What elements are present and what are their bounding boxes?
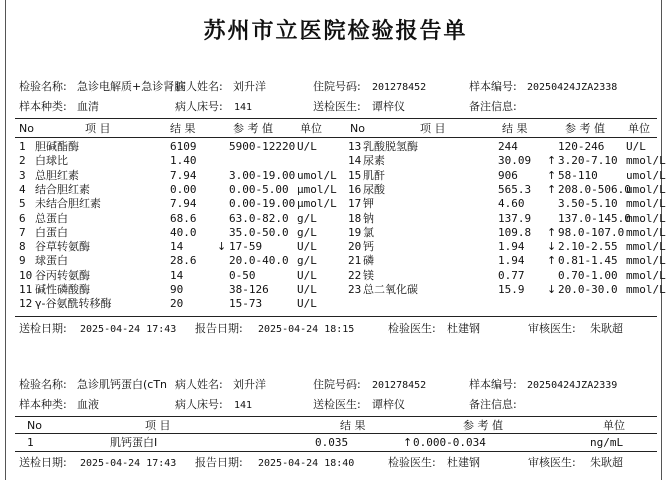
report-date-label: 报告日期:: [195, 456, 243, 469]
page-title: 苏州市立医院检验报告单: [203, 18, 468, 44]
row-item: γ-谷氨酰转移酶: [35, 297, 112, 311]
row-ref: 3.00-19.00: [229, 168, 296, 182]
row-no: 15: [348, 168, 362, 182]
row-flag-arrow-icon: ↑: [547, 225, 557, 239]
row-no: 18: [348, 211, 362, 225]
col-unit: 单位: [603, 419, 625, 432]
row-result: 1.94: [498, 240, 525, 254]
sample-type-label: 样本种类:: [19, 398, 67, 411]
lab-doctor-label: 检验医生:: [388, 322, 436, 335]
row-no: 21: [348, 254, 362, 268]
table-row: [15, 155, 665, 167]
row-no: 10: [19, 268, 33, 282]
row-item: 未结合胆红素: [35, 197, 101, 211]
row-flag-arrow-icon: ↑: [547, 154, 557, 168]
row-ref: 120-246: [558, 140, 605, 153]
row-flag-arrow-icon: ↓: [547, 240, 557, 254]
row-no: 5: [19, 197, 26, 211]
bed-no-value: 141: [234, 400, 253, 411]
row-ref: 98.0-107.0: [558, 225, 625, 239]
divider: [15, 433, 657, 434]
sending-doctor-value: 谭梓仪: [372, 398, 405, 411]
row-result: 244: [498, 140, 518, 153]
row-result: 30.09: [498, 154, 532, 168]
row-no: 4: [19, 182, 26, 196]
row-unit: mmol/L: [626, 254, 666, 268]
row-result: 40.0: [170, 225, 197, 239]
admission-no-label: 住院号码:: [313, 378, 361, 391]
divider: [15, 416, 657, 417]
table-row: [15, 227, 665, 239]
col-result-right: 结 果: [502, 122, 528, 135]
report-date-value: 2025-04-24 18:15: [258, 324, 355, 335]
table-row: [15, 255, 665, 267]
bed-no-label: 病人床号:: [175, 100, 223, 113]
sample-no-value: 20250424JZA2339: [527, 380, 618, 391]
row-no: 9: [19, 254, 26, 268]
col-ref: 参 考 值: [233, 122, 273, 135]
row-unit: mmol/L: [626, 197, 666, 211]
row-unit: umol/L: [297, 168, 337, 182]
row-item: 结合胆红素: [35, 182, 90, 196]
col-result: 结 果: [340, 419, 366, 432]
row-item: 氯: [363, 225, 374, 239]
row-result: 906: [498, 168, 518, 182]
table-row: [15, 170, 665, 182]
review-doctor-value: 朱耿超: [590, 322, 623, 335]
table-row: [15, 184, 665, 196]
patient-name-value: 刘升洋: [233, 378, 266, 391]
row-ref: 2.10-2.55: [558, 240, 618, 254]
send-date-label: 送检日期:: [19, 456, 67, 469]
row-item: 总蛋白: [35, 211, 68, 225]
lab-doctor-label: 检验医生:: [388, 456, 436, 469]
row-ref: 0-50: [229, 268, 256, 282]
row-result: 1.94: [498, 254, 525, 268]
row-ref: 15-73: [229, 297, 263, 311]
row-unit: g/L: [297, 254, 317, 268]
row-unit: U/L: [297, 268, 317, 282]
row-no: 22: [348, 268, 362, 282]
exam-name-value: 急诊电解质+急诊肾脏: [77, 80, 186, 93]
row-result: 90: [170, 283, 184, 296]
table-row: [15, 298, 665, 310]
row-ref: 3.20-7.10: [558, 154, 618, 168]
col-no: No: [27, 419, 42, 432]
row-no: 16: [348, 182, 362, 196]
row-result: 4.60: [498, 197, 525, 211]
sample-no-value: 20250424JZA2338: [527, 82, 618, 93]
row-unit: μmol/L: [297, 197, 337, 211]
row-ref: 137.0-145.0: [558, 211, 631, 225]
sending-doctor-value: 谭梓仪: [372, 100, 405, 113]
row-no: 11: [19, 283, 33, 296]
send-date-label: 送检日期:: [19, 322, 67, 335]
row-ref: 38-126: [229, 283, 269, 296]
review-doctor-label: 审核医生:: [528, 456, 576, 469]
row-result: 109.8: [498, 225, 532, 239]
row-item: 钙: [363, 240, 374, 254]
sample-type-label: 样本种类:: [19, 100, 67, 113]
row-ref: 0.00-5.00: [229, 182, 289, 196]
row-ref: 0.00-19.00: [229, 197, 296, 211]
row-no: 17: [348, 197, 362, 211]
row-flag-arrow-icon: ↑: [547, 254, 557, 268]
row-item: 钠: [363, 211, 374, 225]
row-item: 总二氧化碳: [363, 283, 418, 296]
row-no: 1: [27, 436, 34, 449]
review-doctor-value: 朱耿超: [590, 456, 623, 469]
row-unit: mmol/L: [626, 268, 666, 282]
row-result: 1.40: [170, 154, 197, 168]
col-result: 结 果: [170, 122, 196, 135]
row-unit: U/L: [297, 240, 317, 254]
table-row: [15, 198, 665, 210]
row-ref: 5900-12220: [229, 140, 296, 153]
row-unit: ng/mL: [590, 436, 624, 449]
table-row: [15, 141, 665, 153]
row-no: 14: [348, 154, 362, 168]
lab-doctor-value: 杜建钢: [447, 322, 480, 335]
row-result: 14: [170, 240, 184, 254]
bed-no-value: 141: [234, 102, 253, 113]
divider: [15, 118, 657, 119]
row-item: 钾: [363, 197, 374, 211]
row-flag-arrow-icon: ↓: [547, 283, 557, 296]
row-ref: 20.0-40.0: [229, 254, 289, 268]
sending-doctor-label: 送检医生:: [313, 100, 361, 113]
col-ref: 参 考 值: [463, 419, 503, 432]
sample-no-label: 样本编号:: [469, 80, 517, 93]
table-header: [15, 123, 665, 135]
row-unit: U/L: [297, 140, 317, 153]
row-result: 28.6: [170, 254, 197, 268]
table-row: [15, 437, 665, 449]
row-no: 23: [348, 283, 362, 296]
row-result: 137.9: [498, 211, 532, 225]
remarks-label: 备注信息:: [469, 100, 517, 113]
row-unit: mmol/L: [626, 225, 666, 239]
row-unit: g/L: [297, 211, 317, 225]
row-unit: mmol/L: [626, 283, 666, 296]
lab-doctor-value: 杜建钢: [447, 456, 480, 469]
row-no: 19: [348, 225, 362, 239]
table-row: [15, 213, 665, 225]
table-row: [15, 284, 665, 296]
row-ref: 208.0-506.0: [558, 182, 631, 196]
row-ref: 63.0-82.0: [229, 211, 289, 225]
row-result: 0.77: [498, 268, 525, 282]
row-no: 13: [348, 140, 362, 153]
admission-no-value: 201278452: [372, 380, 427, 391]
col-no-right: No: [350, 122, 365, 135]
admission-no-label: 住院号码:: [313, 80, 361, 93]
row-item: 球蛋白: [35, 254, 68, 268]
send-date-value: 2025-04-24 17:43: [80, 324, 177, 335]
col-item: 项 目: [85, 122, 111, 135]
row-item: 尿酸: [363, 182, 385, 196]
review-doctor-label: 审核医生:: [528, 322, 576, 335]
row-item: 碱性磷酸酶: [35, 283, 90, 296]
row-item: 磷: [363, 254, 374, 268]
row-result: 7.94: [170, 197, 197, 211]
patient-name-value: 刘升洋: [233, 80, 266, 93]
row-item: 白蛋白: [35, 225, 68, 239]
row-unit: umol/L: [626, 168, 666, 182]
patient-name-label: 病人姓名:: [175, 80, 223, 93]
row-unit: g/L: [297, 225, 317, 239]
row-ref: 0.70-1.00: [558, 268, 618, 282]
row-unit: U/L: [297, 283, 317, 296]
row-no: 1: [19, 140, 26, 153]
row-result: 14: [170, 268, 184, 282]
patient-name-label: 病人姓名:: [175, 378, 223, 391]
col-item: 项 目: [145, 419, 171, 432]
col-no: No: [19, 122, 34, 135]
row-no: 2: [19, 154, 26, 168]
row-no: 6: [19, 211, 26, 225]
row-ref: 35.0-50.0: [229, 225, 289, 239]
row-ref: 17-59: [229, 240, 263, 254]
table-row: [15, 270, 665, 282]
exam-name-label: 检验名称:: [19, 378, 67, 391]
row-result: 565.3: [498, 182, 532, 196]
bed-no-label: 病人床号:: [175, 398, 223, 411]
exam-name-value: 急诊肌钙蛋白(cTn: [77, 378, 168, 391]
sample-type-value: 血清: [77, 100, 99, 113]
divider: [15, 451, 657, 452]
row-no: 3: [19, 168, 26, 182]
sample-type-value: 血液: [77, 398, 99, 411]
row-item: 肌钙蛋白I: [110, 436, 158, 449]
row-flag-arrow-icon: ↑: [547, 182, 557, 196]
high-arrow-icon: ↑: [403, 436, 413, 449]
row-item: 乳酸脱氢酶: [363, 140, 418, 153]
col-unit-right: 单位: [628, 122, 650, 135]
row-unit: mmol/L: [626, 211, 666, 225]
row-item: 谷草转氨酶: [35, 240, 90, 254]
row-no: 8: [19, 240, 26, 254]
row-item: 肌酐: [363, 168, 385, 182]
row-unit: mmol/L: [626, 240, 666, 254]
row-no: 12: [19, 297, 33, 311]
row-result: 68.6: [170, 211, 197, 225]
row-flag-arrow-icon: ↓: [217, 240, 227, 254]
table-row: [15, 241, 665, 253]
remarks-label: 备注信息:: [469, 398, 517, 411]
row-result: 6109: [170, 140, 197, 153]
row-result: 20: [170, 297, 184, 311]
row-unit: U/L: [297, 297, 317, 311]
row-ref: 20.0-30.0: [558, 283, 618, 296]
sample-no-label: 样本编号:: [469, 378, 517, 391]
row-result: 7.94: [170, 168, 197, 182]
report-date-label: 报告日期:: [195, 322, 243, 335]
exam-name-label: 检验名称:: [19, 80, 67, 93]
row-item: 胆碱酯酶: [35, 140, 79, 153]
row-ref: 3.50-5.10: [558, 197, 618, 211]
col-ref-right: 参 考 值: [565, 122, 605, 135]
divider: [15, 316, 657, 317]
row-unit: U/L: [626, 140, 646, 153]
row-unit: μmol/L: [297, 182, 337, 196]
row-unit: umol/L: [626, 182, 666, 196]
row-result: 0.035: [315, 436, 349, 449]
divider: [15, 137, 657, 138]
row-ref: 58-110: [558, 168, 598, 182]
table-header: [15, 420, 665, 432]
report-date-value: 2025-04-24 18:40: [258, 458, 355, 469]
row-no: 20: [348, 240, 362, 254]
row-unit: mmol/L: [626, 154, 666, 168]
row-item: 白球比: [35, 154, 68, 168]
row-item: 镁: [363, 268, 374, 282]
row-result: 0.00: [170, 182, 197, 196]
row-flag-arrow-icon: ↑: [547, 168, 557, 182]
row-item: 尿素: [363, 154, 385, 168]
row-no: 7: [19, 225, 26, 239]
col-item-right: 项 目: [420, 122, 446, 135]
row-result: 15.9: [498, 283, 525, 296]
sending-doctor-label: 送检医生:: [313, 398, 361, 411]
send-date-value: 2025-04-24 17:43: [80, 458, 177, 469]
admission-no-value: 201278452: [372, 82, 427, 93]
row-item: 谷丙转氨酶: [35, 268, 90, 282]
row-ref: 0.000-0.034: [413, 436, 486, 449]
col-unit: 单位: [300, 122, 322, 135]
row-item: 总胆红素: [35, 168, 79, 182]
row-ref: 0.81-1.45: [558, 254, 618, 268]
